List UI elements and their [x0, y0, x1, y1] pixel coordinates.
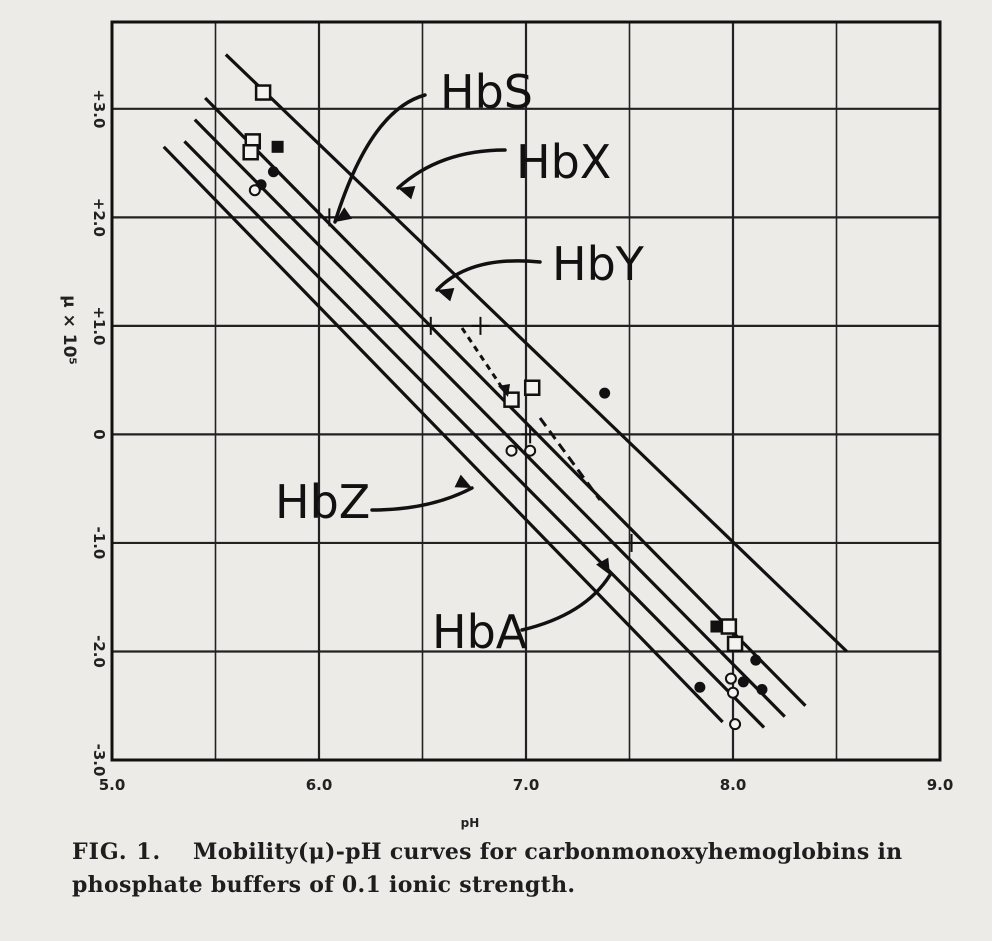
y-tick-label: 0 — [90, 429, 108, 440]
y-tick-label: -1.0 — [90, 526, 108, 560]
annotation-hbx — [398, 135, 611, 199]
y-tick-label: -3.0 — [90, 743, 108, 777]
open-circle-point — [250, 185, 260, 195]
open-square-point — [728, 637, 742, 651]
y-tick-label: +3.0 — [90, 89, 108, 129]
annotation-arrowhead — [398, 186, 415, 199]
annotation-arrowhead — [437, 288, 454, 301]
annotation-arrow — [437, 261, 540, 290]
filled-square-point — [272, 141, 284, 153]
filled-circle-point — [599, 388, 610, 399]
y-tick-label: +1.0 — [90, 306, 108, 346]
annotation-label: HbY — [552, 237, 644, 291]
figure-caption — [72, 836, 972, 902]
annotation-hbz — [275, 475, 472, 529]
tick-labels — [90, 89, 953, 794]
annotation-arrow — [522, 575, 610, 630]
dash-line-2 — [540, 418, 600, 500]
x-tick-label: 8.0 — [719, 776, 747, 794]
annotation-label: HbS — [440, 65, 533, 119]
open-circle-point — [726, 674, 736, 684]
x-axis-label: pH — [460, 816, 480, 830]
annotation-label: HbA — [432, 605, 528, 659]
annotation-arrow — [398, 150, 505, 188]
cross-point — [471, 317, 489, 335]
open-square-point — [256, 86, 270, 100]
filled-square-point — [710, 621, 722, 633]
annotation-arrowhead — [455, 475, 472, 488]
open-square-point — [722, 620, 736, 634]
filled-circle-point — [738, 676, 749, 687]
open-square-point — [525, 381, 539, 395]
dash-arrow-line — [462, 328, 505, 392]
annotation-hba — [432, 558, 610, 659]
annotation-label: HbZ — [275, 475, 371, 529]
filled-circle-point — [750, 655, 761, 666]
open-circle-point — [728, 688, 738, 698]
figure-label: FIG. 1. — [72, 839, 162, 865]
x-tick-label: 6.0 — [305, 776, 333, 794]
filled-circle-point — [694, 682, 705, 693]
x-tick-label: 7.0 — [512, 776, 540, 794]
annotation-label: HbX — [516, 135, 612, 189]
open-square-point — [244, 145, 258, 159]
annotation-hby — [437, 237, 645, 301]
annotation-hbs — [335, 65, 533, 222]
x-tick-label: 5.0 — [98, 776, 126, 794]
caption-text: Mobility(μ)-pH curves for carbonmonoxyhemoglobins in phosphate buffers of 0.1 ionic strength. — [72, 839, 903, 898]
filled-circle-point — [756, 684, 767, 695]
y-axis-label: μ × 10⁵ — [59, 295, 79, 365]
y-tick-label: +2.0 — [90, 197, 108, 237]
open-circle-point — [525, 446, 535, 456]
x-tick-label: 9.0 — [926, 776, 954, 794]
open-circle-point — [507, 446, 517, 456]
y-tick-label: -2.0 — [90, 635, 108, 668]
filled-circle-point — [268, 166, 279, 177]
open-circle-point — [730, 719, 740, 729]
cross-point — [521, 425, 539, 443]
